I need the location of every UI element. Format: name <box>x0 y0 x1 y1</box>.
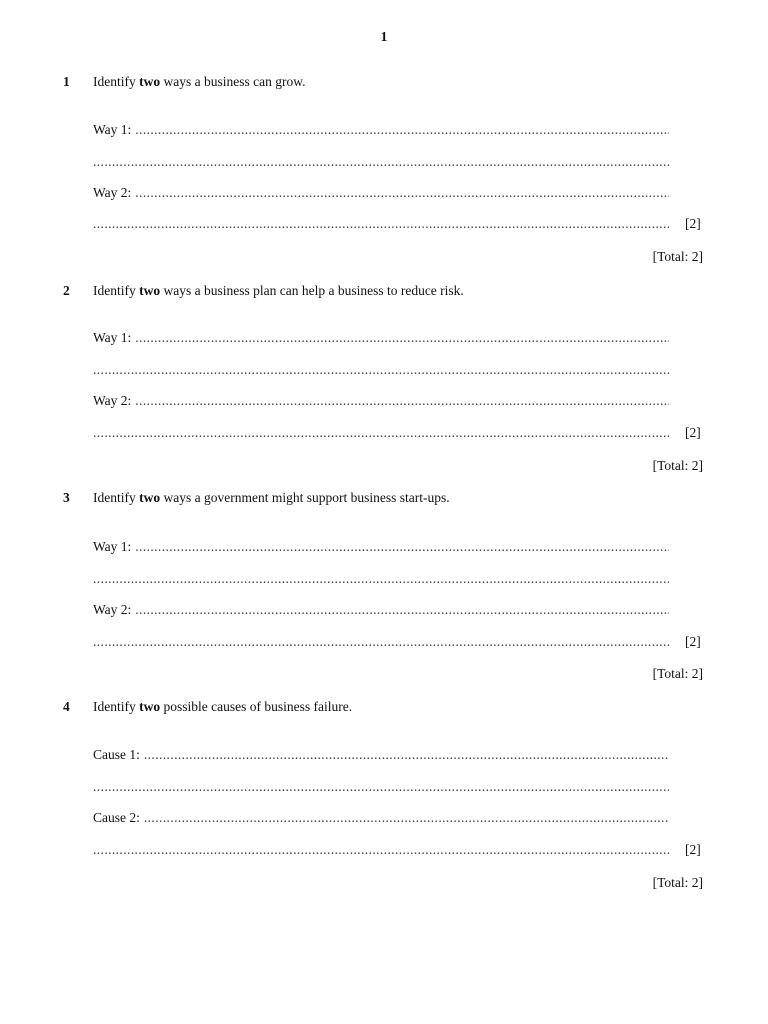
answer-line-continuation[interactable] <box>93 362 669 378</box>
answer-label: Way 2: <box>93 602 132 617</box>
question-text-end: ways a business plan can help a business to reduce risk. <box>160 283 464 298</box>
question-total: [Total: 2] <box>652 458 703 473</box>
dotted-line <box>93 571 669 587</box>
dotted-line <box>93 425 669 441</box>
dotted-line <box>93 634 669 650</box>
answer-label: Way 2: <box>93 393 132 408</box>
question-number: 4 <box>63 699 70 714</box>
answer-label: Way 1: <box>93 539 132 554</box>
dotted-line <box>135 185 669 201</box>
question-text <box>93 490 450 506</box>
question-text-emphasis: two <box>139 283 161 298</box>
dotted-line <box>144 810 669 826</box>
dotted-line <box>135 122 669 138</box>
question-text-emphasis: two <box>139 699 161 714</box>
question-number: 2 <box>63 283 70 298</box>
mark-allocation: [2] <box>685 216 701 231</box>
answer-label: Way 1: <box>93 122 132 137</box>
question-3 <box>0 490 768 690</box>
answer-label: Cause 2: <box>93 810 140 825</box>
question-2 <box>0 283 768 483</box>
question-text-end: ways a business can grow. <box>160 74 306 89</box>
question-total: [Total: 2] <box>652 249 703 264</box>
dotted-line <box>93 362 669 378</box>
answer-line-way-2[interactable] <box>93 393 669 409</box>
question-text-start: Identify <box>93 699 140 714</box>
question-text-emphasis: two <box>139 74 161 89</box>
question-text-emphasis: two <box>139 490 161 505</box>
question-text-start: Identify <box>93 74 140 89</box>
answer-line-continuation[interactable] <box>93 425 669 441</box>
answer-line-continuation[interactable] <box>93 154 669 170</box>
question-total: [Total: 2] <box>652 666 703 681</box>
dotted-line <box>93 842 669 858</box>
answer-label: Cause 1: <box>93 747 140 762</box>
answer-line-continuation[interactable] <box>93 571 669 587</box>
answer-line-continuation[interactable] <box>93 634 669 650</box>
question-text <box>93 699 352 715</box>
dotted-line <box>135 602 669 618</box>
question-number: 3 <box>63 490 70 505</box>
question-text <box>93 283 464 299</box>
question-text-start: Identify <box>93 490 140 505</box>
dotted-line <box>135 539 669 555</box>
answer-line-way-1[interactable] <box>93 539 669 555</box>
dotted-line <box>93 779 669 795</box>
answer-line-way-1[interactable] <box>93 330 669 346</box>
question-1 <box>0 74 768 274</box>
mark-allocation: [2] <box>685 634 701 649</box>
question-text-end: possible causes of business failure. <box>160 699 353 714</box>
answer-line-way-2[interactable] <box>93 185 669 201</box>
answer-line-way-2[interactable] <box>93 602 669 618</box>
answer-label: Way 1: <box>93 330 132 345</box>
dotted-line <box>135 330 669 346</box>
mark-allocation: [2] <box>685 425 701 440</box>
page-number: 1 <box>380 29 388 44</box>
question-text-start: Identify <box>93 283 140 298</box>
answer-line-continuation[interactable] <box>93 216 669 232</box>
answer-line-continuation[interactable] <box>93 779 669 795</box>
dotted-line <box>144 747 669 763</box>
question-text-end: ways a government might support business start-ups. <box>160 490 450 505</box>
question-number: 1 <box>63 74 70 89</box>
answer-label: Way 2: <box>93 185 132 200</box>
dotted-line <box>135 393 669 409</box>
answer-line-cause-1[interactable] <box>93 747 669 763</box>
answer-line-way-1[interactable] <box>93 122 669 138</box>
answer-line-continuation[interactable] <box>93 842 669 858</box>
dotted-line <box>93 216 669 232</box>
question-total: [Total: 2] <box>652 875 703 890</box>
dotted-line <box>93 154 669 170</box>
question-text <box>93 74 305 90</box>
question-4 <box>0 699 768 899</box>
answer-line-cause-2[interactable] <box>93 810 669 826</box>
mark-allocation: [2] <box>685 842 701 857</box>
